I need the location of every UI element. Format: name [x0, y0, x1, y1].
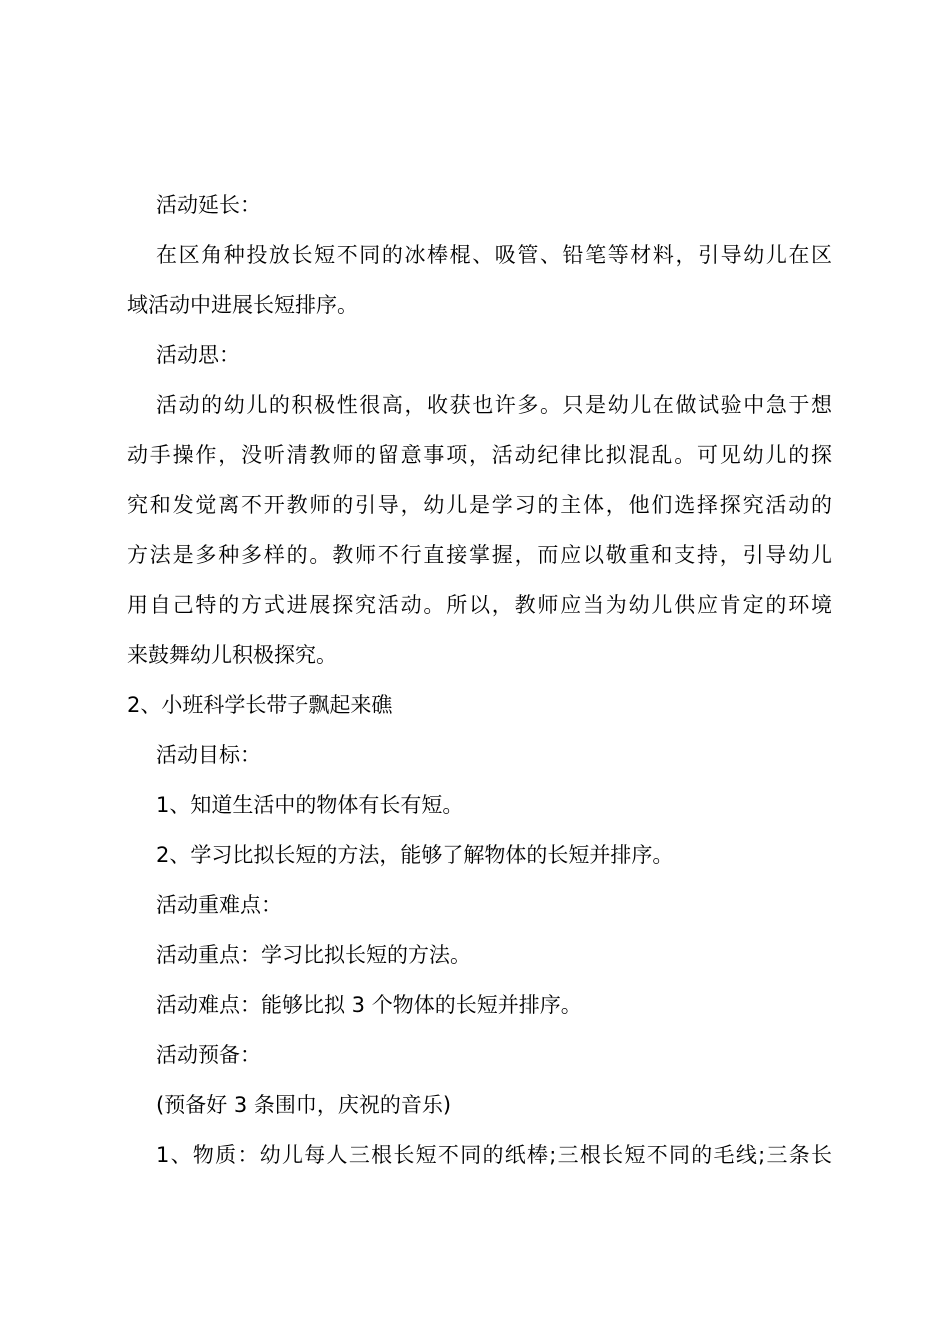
- text-line: 活动目标：: [156, 743, 261, 767]
- text-line: 活动预备：: [156, 1043, 261, 1067]
- text-line: 活动思：: [156, 343, 240, 367]
- text-line: 究和发觉离不开教师的引导，幼儿是学习的主体，他们选择探究活动的: [127, 493, 832, 517]
- text-line: 1、知道生活中的物体有长有短。: [156, 793, 464, 817]
- text-line: 在区角种投放长短不同的冰棒棍、吸管、铅笔等材料，引导幼儿在区: [156, 243, 832, 267]
- text-line: 2、学习比拟长短的方法，能够了解物体的长短并排序。: [156, 843, 674, 867]
- text-line: 活动重点：学习比拟长短的方法。: [156, 943, 471, 967]
- text-line: 活动重难点：: [156, 893, 282, 917]
- text-line: 2、小班科学长带子飘起来礁: [127, 693, 393, 717]
- text-line: 来鼓舞幼儿积极探究。: [127, 643, 337, 667]
- text-line: 1、物质：幼儿每人三根长短不同的纸棒;三根长短不同的毛线;三条长: [156, 1143, 832, 1167]
- text-line: 活动难点：能够比拟 3 个物体的长短并排序。: [156, 993, 582, 1017]
- text-line: 域活动中进展长短排序。: [127, 293, 358, 317]
- document-body: [127, 180, 832, 1180]
- text-line: 活动延长：: [156, 193, 261, 217]
- text-line: 动手操作，没听清教师的留意事项，活动纪律比拟混乱。可见幼儿的探: [127, 443, 832, 467]
- text-line: (预备好 3 条围巾，庆祝的音乐): [156, 1093, 452, 1117]
- text-line: 用自己特的方式进展探究活动。所以，教师应当为幼儿供应肯定的环境: [127, 593, 832, 617]
- text-line: 方法是多种多样的。教师不行直接掌握，而应以敬重和支持，引导幼儿: [127, 543, 832, 567]
- text-line: 活动的幼儿的积极性很高，收获也许多。只是幼儿在做试验中急于想: [156, 393, 832, 417]
